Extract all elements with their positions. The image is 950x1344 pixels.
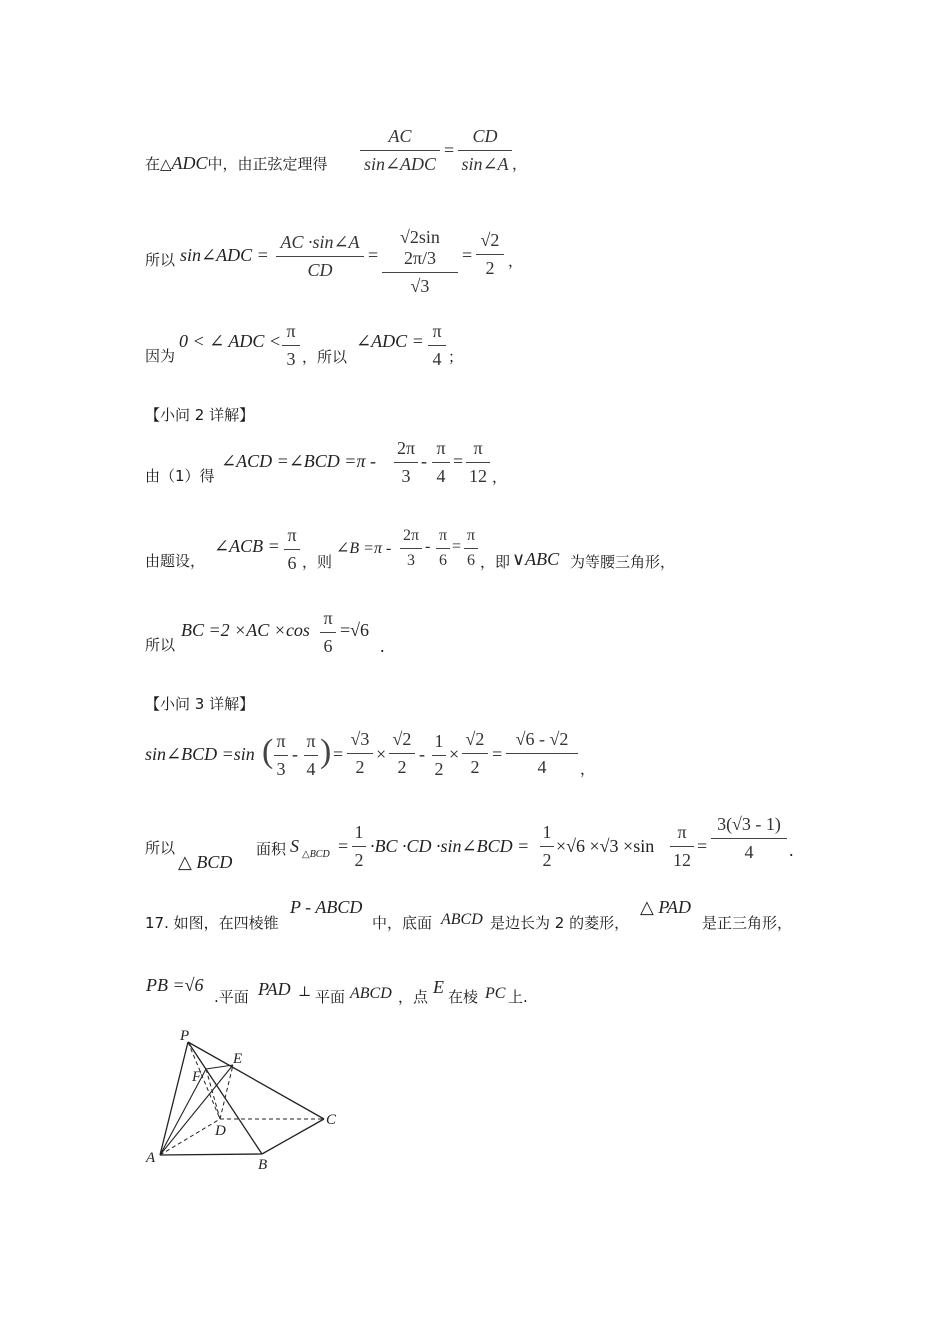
text: 所以 xyxy=(145,839,176,857)
equals: = xyxy=(697,836,708,856)
denominator: 6 xyxy=(323,636,333,656)
fraction xyxy=(432,438,450,487)
numerator: 1 xyxy=(352,822,366,847)
edge-name: PC xyxy=(485,985,506,1002)
denominator: √3 xyxy=(410,276,430,296)
numerator: π xyxy=(464,527,478,549)
text: 所以 xyxy=(145,251,176,269)
denominator: 2 xyxy=(434,759,444,779)
numerator: √2 xyxy=(462,729,488,754)
label-C: C xyxy=(326,1112,337,1128)
fraction xyxy=(670,822,694,871)
numerator: √2 xyxy=(476,230,504,255)
fraction xyxy=(276,232,364,281)
line-sine-law xyxy=(145,153,328,175)
fraction xyxy=(464,527,478,570)
segment-FD xyxy=(206,1069,220,1119)
numerator: 1 xyxy=(540,822,554,847)
area-subscript: △BCD xyxy=(302,849,330,860)
text: 因为 xyxy=(145,347,176,365)
fraction xyxy=(506,729,578,778)
label-D: D xyxy=(215,1123,226,1139)
line-bc xyxy=(145,635,175,656)
denominator: 2 xyxy=(397,757,407,777)
fraction xyxy=(432,731,446,780)
triangle-name: △ PAD xyxy=(640,897,692,917)
denominator: 4 xyxy=(537,757,547,777)
numerator: 3(√3 - 1) xyxy=(711,814,787,839)
label-A: A xyxy=(146,1150,156,1166)
line-sin-adc xyxy=(145,250,175,271)
edge-AD xyxy=(160,1119,220,1155)
inequality: 0 < ∠ ADC < xyxy=(179,331,282,351)
fraction xyxy=(352,822,366,871)
text: 是边长为 2 的菱形， xyxy=(490,914,630,932)
edge-BC xyxy=(262,1119,324,1154)
numerator: π xyxy=(274,731,288,756)
fraction xyxy=(382,215,458,297)
denominator: 12 xyxy=(469,466,487,486)
section-heading: 【小问 3 详解】 xyxy=(145,695,255,713)
pyramid-figure xyxy=(140,1020,360,1180)
text: 为等腰三角形， xyxy=(570,553,676,571)
edge-PC xyxy=(188,1042,324,1119)
angle-expr: ∠ADC = xyxy=(356,331,424,351)
text: 上. xyxy=(508,988,528,1006)
plane-name: PAD xyxy=(258,979,291,999)
denominator: 2 xyxy=(485,258,495,278)
fraction xyxy=(540,822,554,871)
equals: = xyxy=(444,140,455,160)
denominator: 4 xyxy=(432,349,442,369)
numerator: 2π xyxy=(394,438,418,463)
fraction xyxy=(274,731,288,780)
text: 中，由正弦定理得 xyxy=(207,155,328,173)
numerator: AC xyxy=(360,126,440,151)
segment-FE xyxy=(206,1065,233,1069)
denominator: 6 xyxy=(467,552,475,569)
denominator: 3 xyxy=(286,349,296,369)
punct: ， xyxy=(492,468,508,486)
numerator: π xyxy=(670,822,694,847)
denominator: 4 xyxy=(744,842,754,862)
fraction xyxy=(466,438,490,487)
text: 由题设， xyxy=(145,552,206,570)
numerator: π xyxy=(428,321,446,346)
angle-expr: ∠B =π - xyxy=(336,540,392,557)
text: 由（1）得 xyxy=(145,467,215,485)
minus: - xyxy=(421,451,427,471)
fraction xyxy=(400,527,422,570)
fraction xyxy=(284,525,300,574)
denominator: 6 xyxy=(439,552,447,569)
text: ，点 xyxy=(398,988,429,1006)
expr: ×√6 ×√3 ×sin xyxy=(556,836,655,856)
equals: = xyxy=(462,245,473,265)
denominator: 2 xyxy=(355,757,365,777)
punct: ； xyxy=(448,348,464,366)
fraction xyxy=(389,729,415,778)
section-heading: 【小问 2 详解】 xyxy=(145,406,255,424)
numerator: √2sin 2π/3 xyxy=(382,215,458,273)
line-area xyxy=(145,838,175,859)
times: × xyxy=(449,744,460,764)
text: 所以 xyxy=(145,636,176,654)
denominator: 3 xyxy=(276,759,286,779)
paren-left: ( xyxy=(262,733,274,770)
numerator: π xyxy=(436,527,450,549)
text: ，则 xyxy=(302,553,333,571)
area-symbol: S xyxy=(290,836,299,856)
fraction xyxy=(428,321,446,370)
numerator: π xyxy=(282,321,300,346)
fraction xyxy=(347,729,373,778)
punct: . xyxy=(789,840,794,860)
times: × xyxy=(376,744,387,764)
line-acd xyxy=(145,466,215,487)
text: 平面 xyxy=(315,988,346,1006)
numerator: √2 xyxy=(389,729,415,754)
punct: . xyxy=(380,636,385,656)
perpendicular-symbol: ⊥ xyxy=(298,985,312,1000)
punct: ， xyxy=(580,760,596,778)
fraction xyxy=(436,527,450,570)
point-name: E xyxy=(433,977,444,997)
plane-name: ABCD xyxy=(350,985,392,1002)
numerator: π xyxy=(304,731,318,756)
text: 面积 xyxy=(256,840,287,858)
fraction xyxy=(304,731,318,780)
numerator: 1 xyxy=(432,731,446,756)
fraction xyxy=(282,321,300,370)
equals: = xyxy=(368,245,379,265)
punct: ， xyxy=(512,155,528,173)
denominator: 2 xyxy=(470,757,480,777)
triangle-name: ∨ABC xyxy=(512,549,560,569)
base-name: ABCD xyxy=(441,911,483,928)
fraction xyxy=(476,230,504,279)
minus: - xyxy=(292,744,298,764)
text: 是正三角形， xyxy=(702,914,793,932)
numerator: CD xyxy=(458,126,512,151)
equals: = xyxy=(452,538,462,555)
numerator: √3 xyxy=(347,729,373,754)
expr: sin∠BCD =sin xyxy=(145,744,255,764)
minus: - xyxy=(419,744,425,764)
angle-expr: ∠ACB = xyxy=(214,536,280,556)
text: 在△ xyxy=(145,155,172,173)
text: 在棱 xyxy=(448,988,479,1006)
denominator: 4 xyxy=(436,466,446,486)
denominator: 12 xyxy=(673,850,691,870)
equals: = xyxy=(338,836,349,856)
minus: - xyxy=(425,538,431,555)
expr: sin∠ADC = xyxy=(180,245,269,265)
triangle-name: △ BCD xyxy=(178,852,233,872)
denominator: 6 xyxy=(287,553,297,573)
fraction xyxy=(462,729,488,778)
fraction xyxy=(711,814,787,863)
equals: = xyxy=(333,744,344,764)
expr: PB =√6 xyxy=(146,975,204,995)
label-P: P xyxy=(180,1028,190,1044)
text: 中，底面 xyxy=(372,914,433,932)
denominator: sin∠ADC xyxy=(363,154,437,174)
denominator: 3 xyxy=(407,552,415,569)
label-B: B xyxy=(258,1157,268,1173)
label-F: F xyxy=(192,1069,202,1085)
result: =√6 xyxy=(340,620,370,640)
fraction xyxy=(320,608,336,657)
expr: ·BC ·CD ·sin∠BCD = xyxy=(370,836,530,856)
fraction xyxy=(360,126,440,175)
question-number-text: 17. 如图，在四棱锥 xyxy=(145,914,279,932)
denominator: 4 xyxy=(306,759,316,779)
equals: = xyxy=(453,451,464,471)
denominator: 3 xyxy=(401,466,411,486)
denominator: 2 xyxy=(354,850,364,870)
expr: BC =2 ×AC ×cos xyxy=(181,620,310,640)
fraction xyxy=(458,126,512,175)
numerator: AC ·sin∠A xyxy=(276,232,364,257)
denominator: 2 xyxy=(542,850,552,870)
fraction xyxy=(394,438,418,487)
line-because xyxy=(145,346,175,367)
denominator: sin∠A xyxy=(461,154,509,174)
punct: ， xyxy=(508,252,524,270)
text: .平面 xyxy=(214,988,249,1006)
triangle-name: ADC xyxy=(171,153,208,173)
denominator: CD xyxy=(307,260,333,280)
numerator: √6 - √2 xyxy=(506,729,578,754)
numerator: π xyxy=(432,438,450,463)
expr: ∠ACD =∠BCD =π - xyxy=(221,451,376,471)
text: ，即 xyxy=(480,553,511,571)
label-E: E xyxy=(233,1051,243,1067)
numerator: π xyxy=(284,525,300,550)
pyramid-name: P - ABCD xyxy=(290,897,363,917)
numerator: 2π xyxy=(400,527,422,549)
text: ，所以 xyxy=(302,348,348,366)
numerator: π xyxy=(466,438,490,463)
numerator: π xyxy=(320,608,336,633)
edge-AB xyxy=(160,1154,262,1155)
paren-right: ) xyxy=(320,733,332,770)
line-acb xyxy=(145,551,205,572)
equals: = xyxy=(492,744,503,764)
